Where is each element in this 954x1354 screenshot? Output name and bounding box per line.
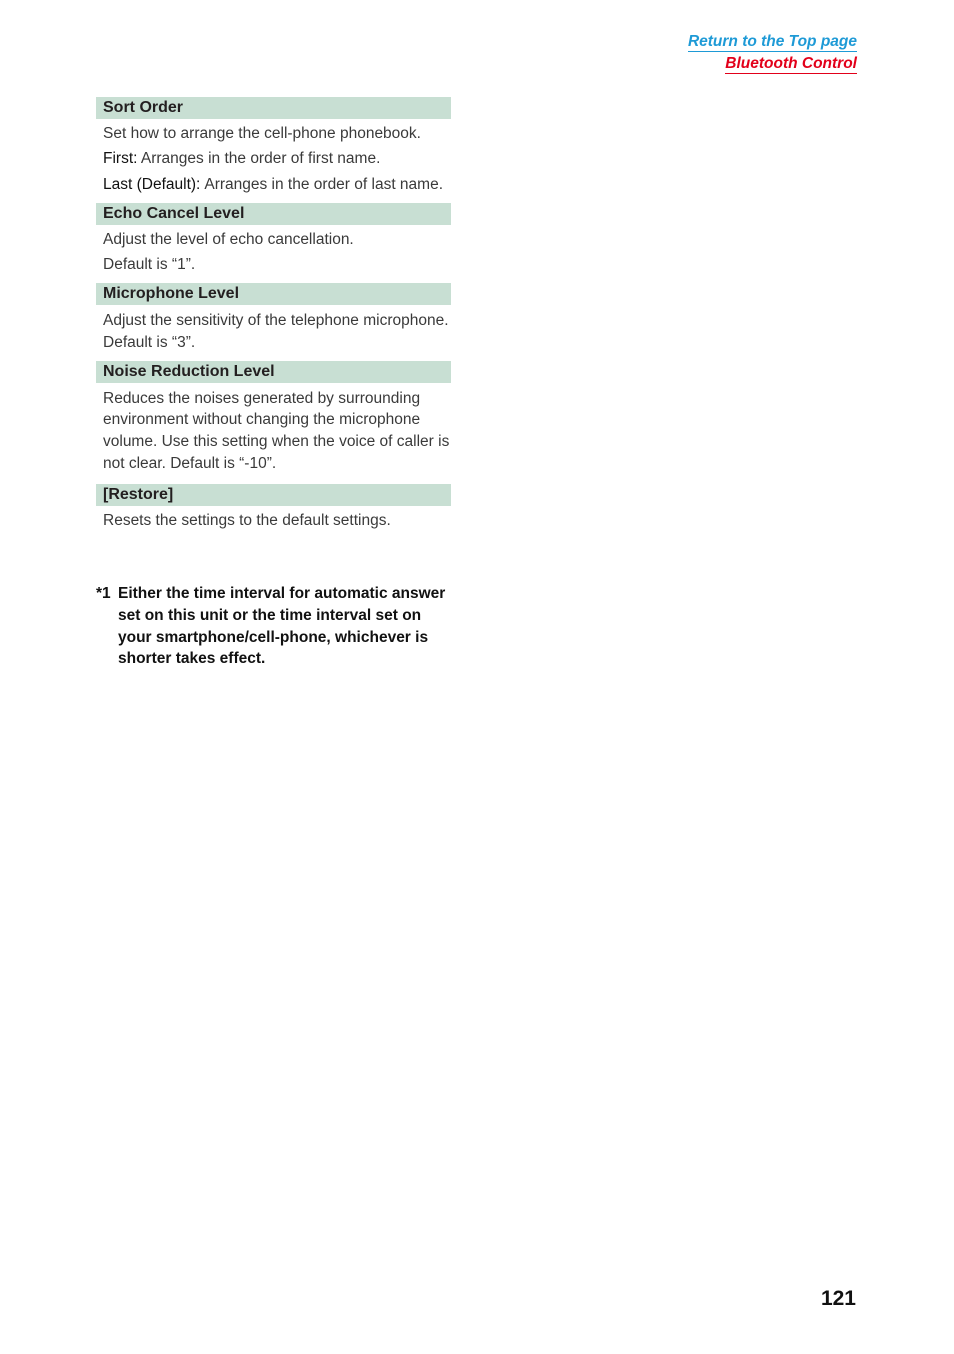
noise-reduction-body	[96, 383, 451, 484]
option-text: Arranges in the order of last name.	[204, 175, 444, 193]
footnote-mark: *1	[96, 585, 111, 602]
footnote	[96, 583, 456, 670]
microphone-level-description: Adjust the sensitivity of the telephone microphone. Default is “3”.	[103, 311, 449, 351]
option-text: Arranges in the order of first name.	[140, 150, 381, 168]
return-to-top-link[interactable]: Return to the Top page	[687, 33, 857, 50]
echo-cancel-body	[96, 225, 451, 283]
noise-reduction-heading: Noise Reduction Level	[96, 361, 451, 383]
settings-column	[96, 97, 451, 532]
restore-description: Resets the settings to the default settings.	[103, 511, 391, 529]
echo-cancel-heading: Echo Cancel Level	[96, 203, 451, 225]
microphone-level-body	[96, 305, 451, 361]
sort-option-first	[103, 148, 451, 170]
echo-cancel-description: Adjust the level of echo cancellation.	[103, 231, 354, 249]
bluetooth-control-link[interactable]: Bluetooth Control	[725, 55, 857, 72]
echo-cancel-default: Default is “1”.	[103, 256, 196, 274]
restore-heading: [Restore]	[96, 484, 451, 506]
noise-reduction-description: Reduces the noises generated by surrounding environment without changing the microphone volume. Use this setting when the voice of caller is not clear. Default is “-10”.	[103, 389, 450, 472]
option-term: First:	[103, 150, 138, 168]
page-number: 121	[820, 1287, 856, 1310]
sort-order-heading: Sort Order	[96, 97, 451, 119]
microphone-level-heading: Microphone Level	[96, 283, 451, 305]
sort-option-last	[103, 174, 451, 196]
option-term: Last (Default):	[103, 175, 201, 193]
sort-order-description: Set how to arrange the cell-phone phonebook.	[103, 125, 421, 142]
footnote-text: Either the time interval for automatic answer set on this unit or the time interval set on your smartphone/cell-phone, whichever is shorter takes effect.	[118, 585, 446, 668]
sort-order-body	[96, 119, 451, 203]
restore-body	[96, 506, 451, 532]
nav-links	[688, 31, 857, 75]
